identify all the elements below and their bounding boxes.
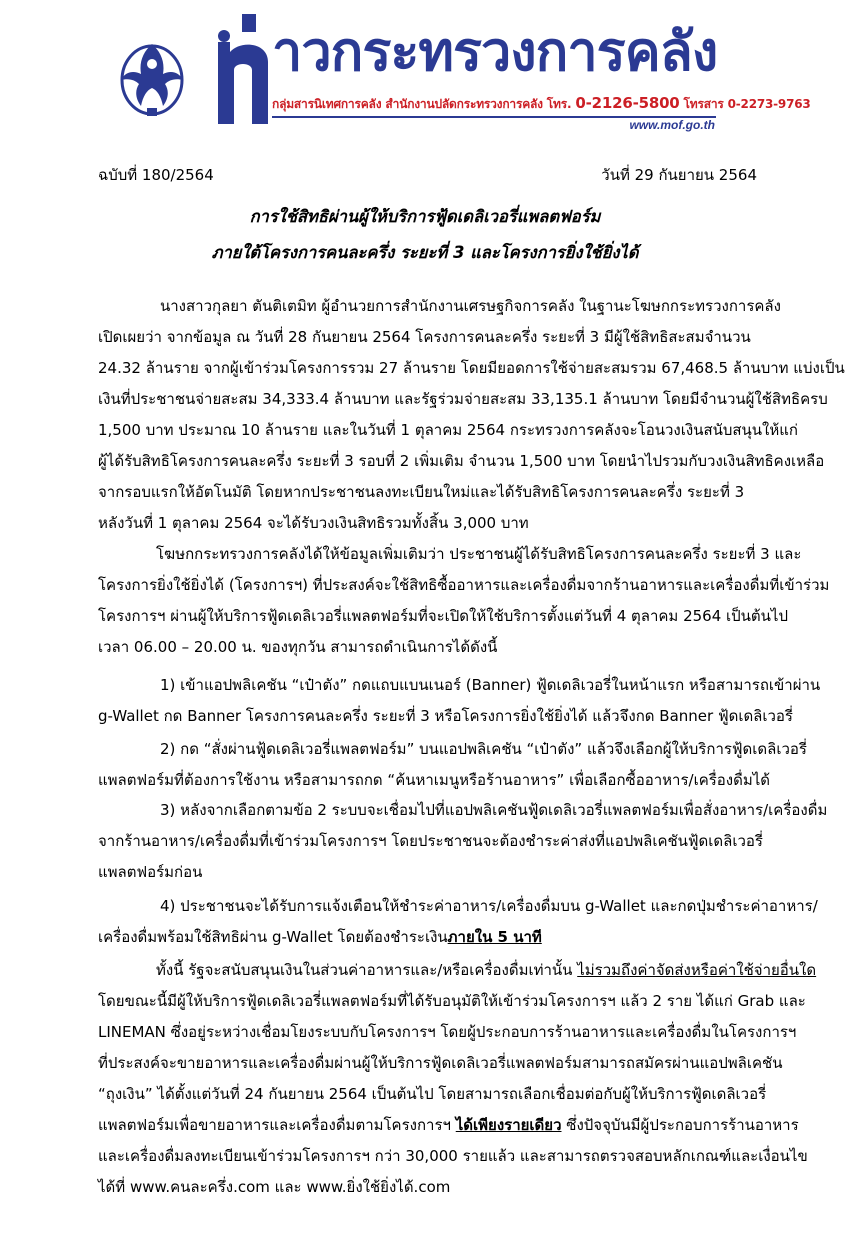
- body-line: ผู้ได้รับสิทธิโครงการคนละครึ่ง ระยะที่ 3 รอบที่ 2 เพิ่มเติม จำนวน 1,500 บาท โดยนำไปรวมกับวงเงินสิทธิคงเหลือ: [98, 452, 825, 470]
- logo-kho-mark: [212, 12, 274, 130]
- body-line: นางสาวกุลยา ตันติเตมิท ผู้อำนวยการสำนักงานเศรษฐกิจการคลัง ในฐานะโฆษกกระทรวงการคลัง: [160, 297, 781, 315]
- body-line: 24.32 ล้านราย จากผู้เข้าร่วมโครงการรวม 27 ล้านราย โดยมียอดการใช้จ่ายสะสมรวม 67,468.5 ล้านบาท แบ่งเป็น: [98, 359, 845, 377]
- step-4-line: 4) ประชาชนจะได้รับการแจ้งเตือนให้ชำระค่าอาหาร/เครื่องดื่มบน g-Wallet และกดปุ่มชำระค่าอาหาร/: [160, 897, 818, 915]
- body-line: จากร้านอาหาร/เครื่องดื่มที่เข้าร่วมโครงการฯ โดยประชาชนจะต้องชำระค่าส่งที่แอปพลิเคชันฟู้ดเดลิเวอรี่: [98, 832, 763, 850]
- logo-title: าวกระทรวงการคลัง: [272, 20, 718, 83]
- contact-line: [272, 94, 811, 114]
- tel-number: 0-2126-5800: [575, 94, 680, 112]
- body-text: แพลตฟอร์มเพื่อขายอาหารและเครื่องดื่มตามโครงการฯ: [98, 1116, 456, 1134]
- body-line: โครงการฯ ผ่านผู้ให้บริการฟู้ดเดลิเวอรี่แพลตฟอร์มที่จะเปิดให้ใช้บริการตั้งแต่วันที่ 4 ตุลาคม 2564 เป็นต้นไป: [98, 607, 788, 625]
- body-line: ได้ที่ www.คนละครึ่ง.com และ www.ยิ่งใช้ยิ่งได้.com: [98, 1178, 451, 1196]
- body-line: 1,500 บาท ประมาณ 10 ล้านราย และในวันที่ 1 ตุลาคม 2564 กระทรวงการคลังจะโอนวงเงินสนับสนุนให้แก่: [98, 421, 798, 439]
- body-line: แพลตฟอร์มก่อน: [98, 863, 203, 881]
- exclusion-emphasis: ไม่รวมถึงค่าจัดส่งหรือค่าใช้จ่ายอื่นใด: [577, 961, 817, 979]
- garuda-emblem-icon: [113, 34, 191, 118]
- body-line: โฆษกกระทรวงการคลังได้ให้ข้อมูลเพิ่มเติมว่า ประชาชนผู้ได้รับสิทธิโครงการคนละครึ่ง ระยะที่ 3 และ: [156, 545, 802, 563]
- body-line: เวลา 06.00 – 20.00 น. ของทุกวัน สามารถดำเนินการได้ดังนี้: [98, 638, 498, 656]
- body-line: ที่ประสงค์จะขายอาหารและเครื่องดื่มผ่านผู้ให้บริการฟู้ดเดลิเวอรี่แพลตฟอร์มสามารถสมัครผ่านแอปพลิเคชัน: [98, 1054, 783, 1072]
- body-line: [98, 955, 817, 986]
- single-platform-emphasis: ได้เพียงรายเดียว: [455, 1116, 562, 1134]
- body-line: [98, 922, 758, 953]
- body-line: โครงการยิ่งใช้ยิ่งได้ (โครงการฯ) ที่ประสงค์จะใช้สิทธิซื้ออาหารและเครื่องดื่มจากร้านอาหารและเครื่องดื่มที่เข้าร่วม: [98, 576, 830, 594]
- step-3-line: 3) หลังจากเลือกตามข้อ 2 ระบบจะเชื่อมไปที่แอปพลิเคชันฟู้ดเดลิเวอรี่แพลตฟอร์มเพื่อสั่งอาหาร/เครื่องดื่ม: [160, 801, 828, 819]
- body-line: [98, 1110, 799, 1141]
- body-text: ทั้งนี้ รัฐจะสนับสนุนเงินในส่วนค่าอาหารและ/หรือเครื่องดื่มเท่านั้น: [156, 961, 578, 979]
- body-line: เงินที่ประชาชนจ่ายสะสม 34,333.4 ล้านบาท และรัฐร่วมจ่ายสะสม 33,135.1 ล้านบาท โดยมีจำนวนผู้ใช้สิทธิครบ: [98, 390, 828, 408]
- body-line: หลังวันที่ 1 ตุลาคม 2564 จะได้รับวงเงินสิทธิรวมทั้งสิ้น 3,000 บาท: [98, 514, 529, 532]
- letterhead: [0, 0, 850, 150]
- body-line: โดยขณะนี้มีผู้ให้บริการฟู้ดเดลิเวอรี่แพลตฟอร์มที่ได้รับอนุมัติให้เข้าร่วมโครงการฯ แล้ว 2 ราย ได้แก่ Grab และ: [98, 992, 806, 1010]
- title-line-2: ภายใต้โครงการคนละครึ่ง ระยะที่ 3 และโครงการยิ่งใช้ยิ่งได้: [211, 243, 639, 262]
- title-line-1: การใช้สิทธิผ่านผู้ให้บริการฟู้ดเดลิเวอรี่แพลตฟอร์ม: [249, 207, 601, 226]
- deadline-emphasis: ภายใน 5 นาที: [447, 928, 542, 946]
- body-line: “ถุงเงิน” ได้ตั้งแต่วันที่ 24 กันยายน 2564 เป็นต้นไป โดยสามารถเลือกเชื่อมต่อกับผู้ให้บริการฟู้ดเดลิเวอรี่: [98, 1085, 767, 1103]
- step-1-line: 1) เข้าแอปพลิเคชัน “เป๋าตัง” กดแถบแบนเนอร์ (Banner) ฟู้ดเดลิเวอรี่ในหน้าแรก หรือสามารถเข้าผ่าน: [160, 676, 821, 694]
- body-line: และเครื่องดื่มลงทะเบียนเข้าร่วมโครงการฯ กว่า 30,000 รายแล้ว และสามารถตรวจสอบหลักเกณฑ์และเงื่อนไข: [98, 1147, 808, 1165]
- body-line: แพลตฟอร์มที่ต้องการใช้งาน หรือสามารถกด “ค้นหาเมนูหรือร้านอาหาร” เพื่อเลือกซื้ออาหาร/เครื่องดื่มได้: [98, 771, 771, 789]
- contact-prefix: กลุ่มสารนิเทศการคลัง สำนักงานปลัดกระทรวงการคลัง โทร.: [272, 97, 572, 111]
- body-line: LINEMAN ซึ่งอยู่ระหว่างเชื่อมโยงระบบกับโครงการฯ โดยผู้ประกอบการร้านอาหารและเครื่องดื่มในโครงการฯ: [98, 1023, 797, 1041]
- release-number: ฉบับที่ 180/2564: [98, 166, 214, 184]
- fax-label: โทรสาร: [683, 97, 724, 111]
- body-line: จากรอบแรกให้อัตโนมัติ โดยหากประชาชนลงทะเบียนใหม่และได้รับสิทธิโครงการคนละครึ่ง ระยะที่ 3: [98, 483, 745, 501]
- body-line: เปิดเผยว่า จากข้อมูล ณ วันที่ 28 กันยายน 2564 โครงการคนละครึ่ง ระยะที่ 3 มีผู้ใช้สิทธิสะสมจำนวน: [98, 328, 751, 346]
- release-date: วันที่ 29 กันยายน 2564: [601, 166, 757, 184]
- body-line: g-Wallet กด Banner โครงการคนละครึ่ง ระยะที่ 3 หรือโครงการยิ่งใช้ยิ่งได้ แล้วจึงกด Banner ฟู้ดเดลิเวอรี่: [98, 707, 793, 725]
- body-text: ซึ่งปัจจุบันมีผู้ประกอบการร้านอาหาร: [561, 1116, 799, 1134]
- step-2-line: 2) กด “สั่งผ่านฟู้ดเดลิเวอรี่แพลตฟอร์ม” บนแอปพลิเคชัน “เป๋าตัง” แล้วจึงเลือกผู้ให้บริการฟู้ดเดลิเวอรี่: [160, 740, 807, 758]
- fax-number: 0-2273-9763: [727, 97, 811, 111]
- body-text: เครื่องดื่มพร้อมใช้สิทธิผ่าน g-Wallet โดยต้องชำระเงิน: [98, 928, 448, 946]
- website-link[interactable]: www.mof.go.th: [629, 118, 715, 132]
